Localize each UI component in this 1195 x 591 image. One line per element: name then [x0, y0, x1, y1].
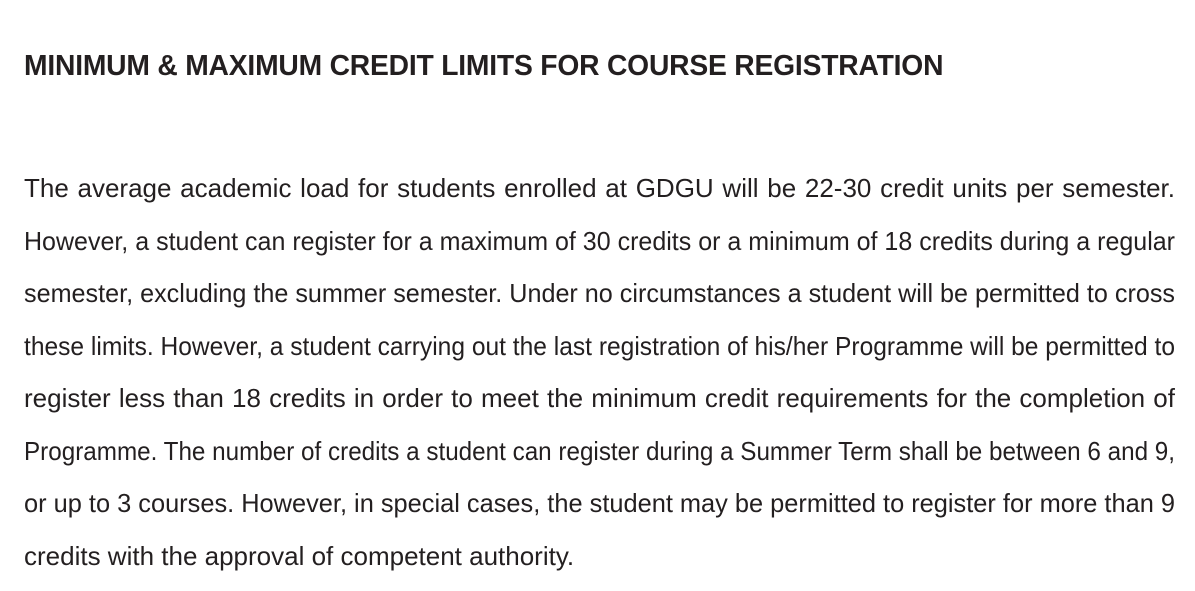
paragraph-line-6: Programme. The number of credits a student can register during a Summer Term shall be between 6 and 9, [24, 435, 1175, 466]
body-paragraph [24, 162, 1175, 582]
paragraph-line-2: However, a student can register for a maximum of 30 credits or a minimum of 18 credits during a regular [24, 225, 1175, 256]
paragraph-line-4: these limits. However, a student carrying out the last registration of his/her Programme will be permitted to [24, 330, 1175, 361]
paragraph-line-1: The average academic load for students enrolled at GDGU will be 22-30 credit units per semester. [24, 173, 1175, 203]
paragraph-line-3: semester, excluding the summer semester. Under no circumstances a student will be permitted to cross [24, 278, 1175, 308]
paragraph-line-7: or up to 3 courses. However, in special cases, the student may be permitted to register for more than 9 [24, 488, 1175, 518]
paragraph-line-5: register less than 18 credits in order to meet the minimum credit requirements for the completion of [24, 383, 1175, 413]
section-heading: MINIMUM & MAXIMUM CREDIT LIMITS FOR COURSE REGISTRATION [24, 50, 944, 82]
paragraph-line-8: credits with the approval of competent authority. [24, 540, 575, 571]
